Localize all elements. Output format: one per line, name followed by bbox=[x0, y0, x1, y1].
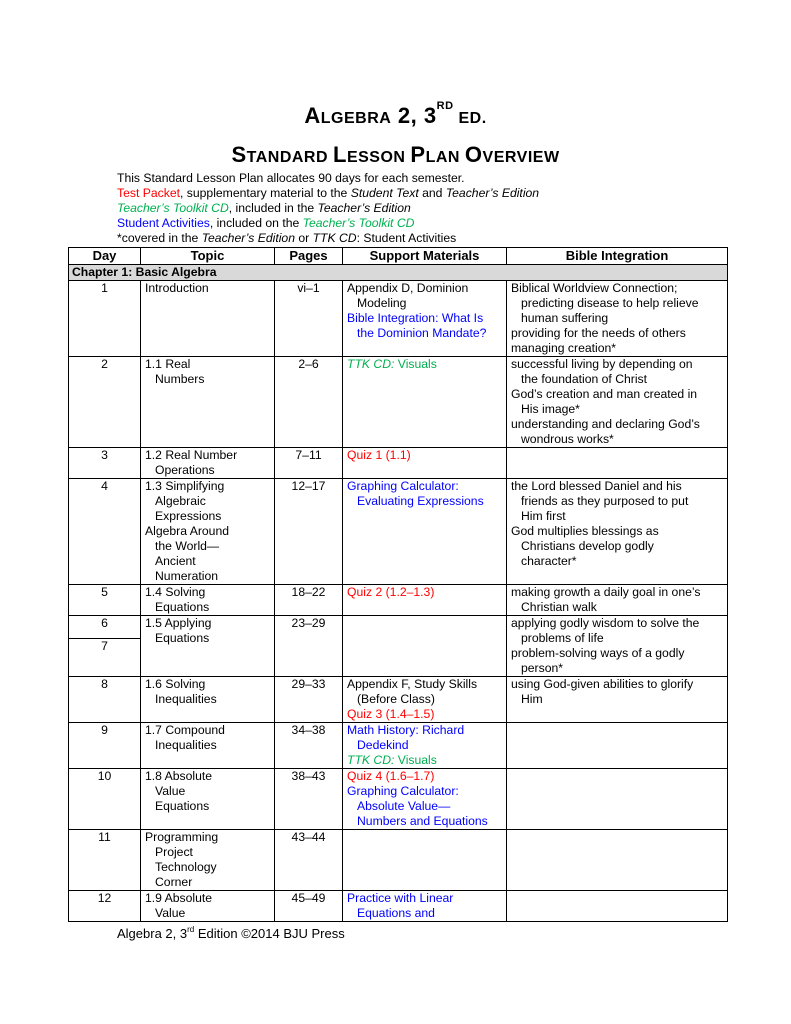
table-row bbox=[69, 677, 728, 723]
legend-asterisk-note: *covered in the Teacher’s Edition or TTK CD: Student Activities bbox=[117, 231, 457, 245]
day-cell: 2 bbox=[69, 357, 141, 448]
topic-cell: 1.1 Real Numbers bbox=[141, 357, 275, 448]
intro-line: This Standard Lesson Plan allocates 90 days for each semester. bbox=[117, 171, 465, 185]
topic-cell: 1.8 Absolute Value Equations bbox=[141, 769, 275, 830]
support-cell bbox=[343, 616, 507, 677]
topic-cell: 1.5 Applying Equations bbox=[141, 616, 275, 677]
table-row bbox=[69, 281, 728, 357]
lesson-plan-table bbox=[68, 247, 728, 922]
bible-cell bbox=[507, 448, 728, 479]
pages-cell: 45–49 bbox=[275, 891, 343, 922]
bible-cell: successful living by depending on the foundation of Christ God’s creation and man created in His image* understanding and declaring God’s wondrous works* bbox=[507, 357, 728, 448]
support-cell: TTK CD: Visuals bbox=[343, 357, 507, 448]
table-row bbox=[69, 357, 728, 448]
topic-cell: 1.3 Simplifying Algebraic Expressions Algebra Around the World— Ancient Numeration bbox=[141, 479, 275, 585]
table-row bbox=[69, 723, 728, 769]
day-cell: 1 bbox=[69, 281, 141, 357]
support-cell: Practice with Linear Equations and bbox=[343, 891, 507, 922]
day-cell: 6 7 bbox=[69, 616, 141, 677]
bible-cell bbox=[507, 723, 728, 769]
day-cell: 9 bbox=[69, 723, 141, 769]
day-cell: 5 bbox=[69, 585, 141, 616]
pages-cell: 29–33 bbox=[275, 677, 343, 723]
legend-teachers-toolkit: Teacher’s Toolkit CD, included in the Teacher’s Edition bbox=[117, 201, 411, 215]
support-cell bbox=[343, 830, 507, 891]
pages-cell: vi–1 bbox=[275, 281, 343, 357]
support-cell: Quiz 1 (1.1) bbox=[343, 448, 507, 479]
topic-cell: 1.6 Solving Inequalities bbox=[141, 677, 275, 723]
pages-cell: 38–43 bbox=[275, 769, 343, 830]
support-cell: Math History: Richard Dedekind TTK CD: Visuals bbox=[343, 723, 507, 769]
header-day: Day bbox=[69, 248, 141, 265]
topic-cell: 1.4 Solving Equations bbox=[141, 585, 275, 616]
topic-cell: 1.9 Absolute Value bbox=[141, 891, 275, 922]
table-header-row bbox=[69, 248, 728, 265]
pages-cell: 18–22 bbox=[275, 585, 343, 616]
bible-cell bbox=[507, 830, 728, 891]
bible-cell: the Lord blessed Daniel and his friends as they purposed to put Him first God multiplies blessings as Christians develop godly character* bbox=[507, 479, 728, 585]
topic-cell: Introduction bbox=[141, 281, 275, 357]
table-row bbox=[69, 585, 728, 616]
support-cell: Quiz 2 (1.2–1.3) bbox=[343, 585, 507, 616]
header-pages: Pages bbox=[275, 248, 343, 265]
intro-legend bbox=[117, 171, 539, 246]
day-cell: 10 bbox=[69, 769, 141, 830]
pages-cell: 12–17 bbox=[275, 479, 343, 585]
header-support-materials: Support Materials bbox=[343, 248, 507, 265]
header-topic: Topic bbox=[141, 248, 275, 265]
chapter-row bbox=[69, 265, 728, 281]
document-subtitle: STANDARD LESSON PLAN OVERVIEW bbox=[231, 142, 560, 167]
topic-cell: 1.2 Real Number Operations bbox=[141, 448, 275, 479]
day-cell: 12 bbox=[69, 891, 141, 922]
day-cell: 4 bbox=[69, 479, 141, 585]
support-cell: Quiz 4 (1.6–1.7) Graphing Calculator: Absolute Value— Numbers and Equations bbox=[343, 769, 507, 830]
page-footer: Algebra 2, 3rd Edition ©2014 BJU Press bbox=[117, 925, 345, 941]
pages-cell: 2–6 bbox=[275, 357, 343, 448]
pages-cell: 7–11 bbox=[275, 448, 343, 479]
support-cell: Graphing Calculator: Evaluating Expressions bbox=[343, 479, 507, 585]
table-row bbox=[69, 479, 728, 585]
document-title: ALGEBRA 2, 3RD ED. bbox=[304, 100, 487, 128]
bible-cell: Biblical Worldview Connection; predicting disease to help relieve human suffering providing for the needs of others managing creation* bbox=[507, 281, 728, 357]
day-cell: 11 bbox=[69, 830, 141, 891]
bible-cell: using God-given abilities to glorify Him bbox=[507, 677, 728, 723]
header-bible-integration: Bible Integration bbox=[507, 248, 728, 265]
table-row bbox=[69, 616, 728, 677]
pages-cell: 43–44 bbox=[275, 830, 343, 891]
support-cell: Appendix D, Dominion Modeling Bible Integration: What Is the Dominion Mandate? bbox=[343, 281, 507, 357]
support-cell: Appendix F, Study Skills (Before Class) Quiz 3 (1.4–1.5) bbox=[343, 677, 507, 723]
table-row bbox=[69, 769, 728, 830]
topic-cell: 1.7 Compound Inequalities bbox=[141, 723, 275, 769]
bible-cell bbox=[507, 769, 728, 830]
pages-cell: 23–29 bbox=[275, 616, 343, 677]
legend-test-packet: Test Packet, supplementary material to the Student Text and Teacher’s Edition bbox=[117, 186, 540, 200]
chapter-title: Chapter 1: Basic Algebra bbox=[69, 265, 728, 281]
day-cell: 8 bbox=[69, 677, 141, 723]
table-row bbox=[69, 891, 728, 922]
table-row bbox=[69, 448, 728, 479]
day-cell: 3 bbox=[69, 448, 141, 479]
bible-cell bbox=[507, 891, 728, 922]
bible-cell: applying godly wisdom to solve the problems of life problem-solving ways of a godly person* bbox=[507, 616, 728, 677]
topic-cell: Programming Project Technology Corner bbox=[141, 830, 275, 891]
table-row bbox=[69, 830, 728, 891]
pages-cell: 34–38 bbox=[275, 723, 343, 769]
bible-cell: making growth a daily goal in one’s Christian walk bbox=[507, 585, 728, 616]
legend-student-activities: Student Activities, included on the Teacher’s Toolkit CD bbox=[117, 216, 415, 230]
